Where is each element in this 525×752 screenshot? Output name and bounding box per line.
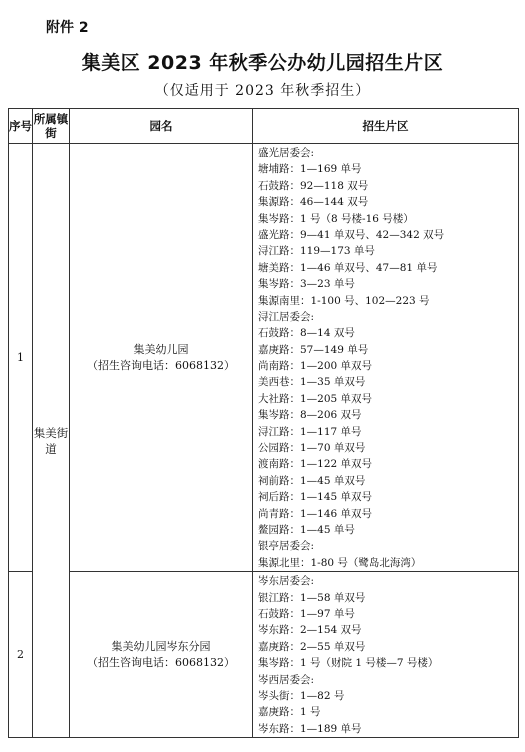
zone-line: 集岑路：1 号（财院 1 号楼—7 号楼） (258, 657, 439, 670)
zone-line: 祠后路：1—145 单双号 (258, 491, 373, 504)
kindergarten-name: 集美幼儿园 (133, 342, 189, 356)
consult-phone: （招生咨询电话：6068132） (87, 655, 235, 669)
zone-line: 塘埔路：1—169 单号 (258, 163, 362, 176)
consult-phone: （招生咨询电话：6068132） (87, 358, 235, 372)
zone-line: 集岑路：3—23 单号 (258, 278, 355, 291)
zone-line: 祠前路：1—45 单双号 (258, 474, 366, 487)
row-number: 1 (9, 144, 33, 572)
zone-line: 浔江路：119—173 单号 (258, 245, 375, 258)
page-title: 集美区 2023 年秋季公办幼儿园招生片区 (81, 52, 444, 74)
zone-line: 盛光居委会: (258, 147, 315, 159)
table-header-row (9, 109, 519, 144)
zone-line: 石鼓路：1—97 单号 (258, 607, 355, 620)
zone-line: 岑东路：1—189 单号 (258, 722, 362, 735)
zone-line: 岑西居委会: (258, 673, 315, 686)
row-number: 2 (9, 572, 33, 738)
zone-line: 岑头街：1—82 号 (258, 689, 345, 702)
street-name: 集美街道 (33, 144, 70, 738)
header-name: 园名 (70, 109, 253, 144)
zone-line: 塘美路：1—46 单双号、47—81 单号 (258, 261, 438, 274)
zone-line: 集岑路：1 号（8 号楼-16 号楼） (258, 212, 414, 225)
zone-line: 集源南里：1-100 号、102—223 号 (258, 294, 430, 307)
zone-line: 嘉庚路：2—55 单双号 (258, 640, 366, 653)
kindergarten-cell (70, 144, 253, 572)
page-subtitle: （仅适用于 2023 年秋季招生） (154, 83, 371, 99)
zone-line: 尚青路：1—146 单双号 (258, 507, 373, 520)
zone-list (253, 144, 519, 572)
zone-line: 公园路：1—70 单双号 (258, 442, 366, 455)
kindergarten-name: 集美幼儿园岑东分园 (111, 639, 211, 653)
zone-line: 浔江路：1—117 单号 (258, 425, 362, 438)
header-street: 所属镇街 (33, 109, 70, 144)
zone-line: 银亭居委会: (258, 540, 315, 553)
zone-line: 银江路：1—58 单双号 (258, 591, 366, 604)
zone-line: 岑东居委会: (258, 575, 315, 588)
header-no: 序号 (9, 109, 33, 144)
kindergarten-cell (70, 572, 253, 738)
zone-line: 渡南路：1—122 单双号 (258, 458, 373, 471)
zone-line: 嘉庚路：57—149 单号 (258, 343, 369, 356)
zone-line: 集岑路：8—206 双号 (258, 409, 362, 422)
zone-line: 集源北里：1-80 号（鹭岛北海湾） (258, 556, 422, 569)
zone-line: 石鼓路：8—14 双号 (258, 327, 355, 340)
zone-line: 美西巷：1—35 单双号 (258, 376, 366, 389)
zone-line: 大社路：1—205 单双号 (258, 392, 373, 405)
zone-line: 尚南路：1—200 单双号 (258, 360, 373, 373)
attachment-label: 附件 2 (46, 20, 89, 36)
zone-line: 浔江居委会: (258, 310, 315, 323)
zone-line: 鳌园路：1—45 单号 (258, 523, 355, 536)
zone-line: 石鼓路：92—118 双号 (258, 179, 369, 192)
zone-line: 集源路：46—144 双号 (258, 196, 369, 209)
header-zone: 招生片区 (253, 109, 519, 144)
zone-list (253, 572, 519, 738)
table-row (9, 144, 519, 572)
enrollment-table (8, 108, 519, 738)
zone-line: 岑东路：2—154 双号 (258, 624, 362, 637)
zone-line: 嘉庚路：1 号 (258, 706, 321, 719)
zone-line: 盛光路：9—41 单双号、42—342 双号 (258, 228, 445, 241)
table-row (9, 572, 519, 738)
